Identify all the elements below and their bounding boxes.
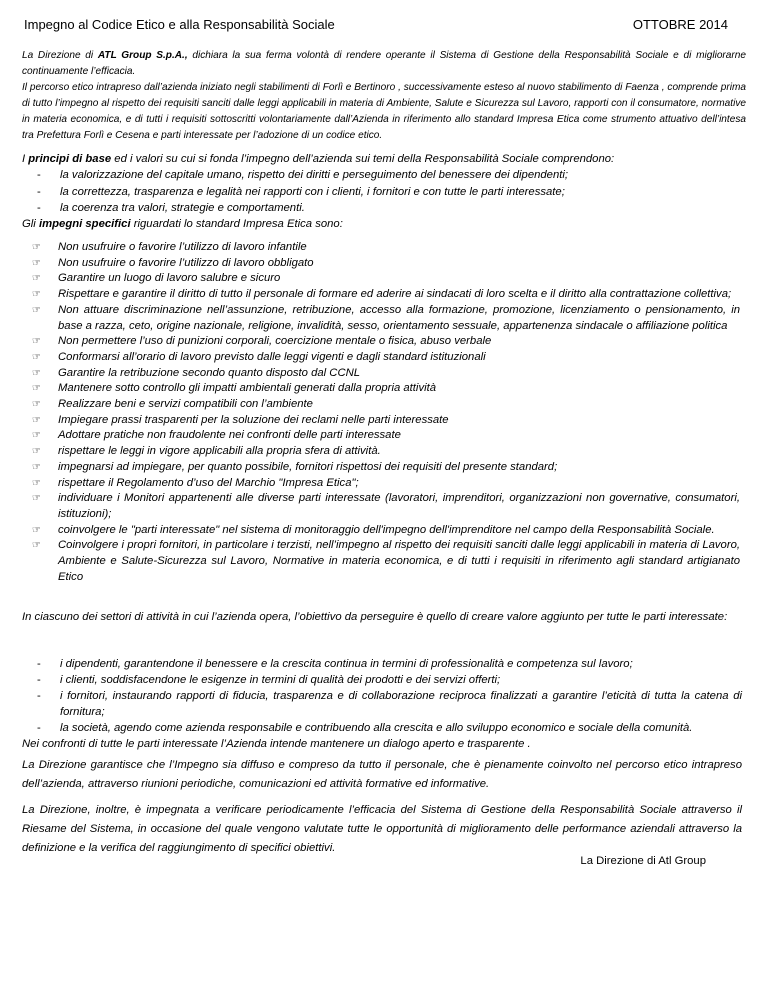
settori-paragraph: In ciascuno dei settori di attività in cui l’azienda opera, l’obiettivo da perseguire è quello di creare valore aggiunto per tutte le parti interessate: (22, 611, 728, 623)
impegno-text: Impiegare prassi trasparenti per la soluzione dei reclami nelle parti interessate (58, 413, 449, 426)
impegno-text: Non usufruire o favorire l’utilizzo di lavoro obbligato (58, 256, 314, 269)
principle-text: la correttezza, trasparenza e legalità nei rapporti con i clienti, i fornitori e con tutte le parti interessate; (60, 185, 565, 198)
pointing-hand-icon: ☞ (32, 304, 41, 316)
stakeholder-text: i dipendenti, garantendone il benessere e la crescita continua in termini di professionalità e competenza sul lavoro; (60, 658, 633, 670)
impegno-item (22, 271, 740, 287)
principle-item (22, 184, 746, 200)
impegno-text: Mantenere sotto controllo gli impatti ambientali generati dalla propria attività (58, 382, 437, 395)
dash-bullet: - (37, 689, 41, 702)
pointing-hand-icon: ☞ (32, 414, 41, 426)
impegno-item (22, 350, 740, 366)
impegno-text: Non attuare discriminazione nell’assunzione, retribuzione, accesso alla formazione, promozione, licenziamento o pensionamento, in base a razza, ceto, origine nazionale, religione, invalidità, sesso, orientamento sessuale, appartenenza sindacale o affiliazione politica (58, 303, 740, 332)
diffusione-paragraph: La Direzione garantisce che l’Impegno sia diffuso e compreso da tutto il personale, che è pienamente coinvolto nel percorso etico intrapreso dell’azienda, attraverso riunioni periodiche, comunicazioni ed attività formative ed informative. (22, 759, 742, 790)
principle-item (22, 200, 746, 216)
impegno-item (22, 287, 740, 303)
impegno-text: Adottare pratiche non fraudolente nei confronti delle parti interessate (58, 429, 401, 442)
diffusione-section (22, 756, 742, 794)
header-date: OTTOBRE 2014 (632, 17, 728, 32)
verifica-section (22, 801, 742, 858)
impegno-text: Realizzare beni e servizi compatibili con l’ambiente (58, 398, 313, 411)
impegni-lead-rest: riguardati lo standard Impresa Etica sono: (130, 218, 343, 231)
stakeholders-section (22, 657, 742, 752)
dialogo-paragraph: Nei confronti di tutte le parti interessate l’Azienda intende mantenere un dialogo aperto e trasparente . (22, 737, 531, 750)
pointing-hand-icon: ☞ (32, 273, 41, 285)
pointing-hand-icon: ☞ (32, 446, 41, 458)
impegno-text: Garantire la retribuzione secondo quanto disposto dal CCNL (58, 366, 361, 379)
stakeholder-item (22, 721, 742, 737)
company-name: ATL Group S.p.A., (97, 50, 188, 61)
impegni-lead-text: Gli (22, 218, 39, 231)
pointing-hand-icon: ☞ (32, 289, 41, 301)
pointing-hand-icon: ☞ (32, 336, 41, 348)
intro-paragraph-1 (22, 48, 746, 80)
impegni-section (22, 240, 740, 585)
pointing-hand-icon: ☞ (32, 399, 41, 411)
impegni-bold: impegni specifici (38, 218, 131, 231)
principles-bold: principi di base (28, 153, 112, 165)
impegno-text: coinvolgere le "parti interessate" nel sistema di monitoraggio dell'impegno dell'imprenditore nel campo della Responsabilità Sociale. (58, 523, 715, 536)
impegno-text: individuare i Monitori appartenenti alle diverse parti interessate (lavoratori, imprenditori, organizzazioni non governative, consumatori, istituzioni); (58, 492, 740, 520)
pointing-hand-icon: ☞ (32, 430, 41, 442)
stakeholder-item (22, 657, 742, 673)
impegno-text: rispettare il Regolamento d’uso del Marchio "Impresa Etica"; (58, 476, 359, 489)
pointing-hand-icon: ☞ (32, 367, 41, 379)
impegno-text: Conformarsi all’orario di lavoro previsto dalle leggi vigenti e dagli standard istituzionali (58, 350, 486, 363)
impegno-item (22, 240, 740, 256)
intro-paragraph-2: Il percorso etico intrapreso dall’azienda iniziato negli stabilimenti di Forlì e Bertinoro , successivamente esteso al nuovo stabilimento di Faenza , comprende prima di tutto l’impegno al rispetto dei requisiti sanciti dalle leggi applicabili in materia di Ambiente, Salute e Sicurezza sul Lavoro, rapporti con il consumatore, normative in materia economica, e di tutti i requisiti sottoscritti volontariamente dall’Azienda in riferimento allo standard Impresa Etica come strumento attuativo dell’intesa tra Prefettura Forlì e Cesena e parti interessate per l’adozione di un codice etico. (22, 81, 746, 141)
impegno-text: Coinvolgere i propri fornitori, in particolare i terzisti, nell’impegno al rispetto dei requisiti sanciti dalle leggi applicabili in materia di Lavoro, Ambiente e Salute-Sicurezza sul Lavoro, Normative in materia economica, e di tutti i requisiti in riferimento agli standard artigianato Etico (58, 539, 740, 583)
impegno-item (22, 334, 740, 350)
pointing-hand-icon: ☞ (32, 477, 41, 489)
signature: La Direzione di Atl Group (580, 855, 706, 867)
principles-section (22, 151, 746, 232)
dash-bullet: - (37, 185, 41, 198)
impegno-text: Rispettare e garantire il diritto di tutto il personale di formare ed aderire ai sindacati di loro scelta e il diritto alla contrattazione collettiva; (58, 288, 732, 301)
impegno-item (22, 413, 740, 429)
stakeholders-list (22, 657, 742, 737)
pointing-hand-icon: ☞ (32, 540, 41, 552)
impegno-text: Garantire un luogo di lavoro salubre e sicuro (58, 272, 281, 285)
impegno-item (22, 523, 740, 539)
impegno-item (22, 381, 740, 397)
pointing-hand-icon: ☞ (32, 383, 41, 395)
dash-bullet: - (37, 658, 41, 670)
impegno-text: rispettare le leggi in vigore applicabili alla propria sfera di attività. (58, 445, 381, 458)
intro-section (22, 48, 746, 143)
pointing-hand-icon: ☞ (32, 257, 41, 269)
impegno-item (22, 460, 740, 476)
verifica-paragraph: La Direzione, inoltre, è impegnata a verificare periodicamente l’efficacia del Sistema di Gestione della Responsabilità Sociale attraverso il Riesame del Sistema, in occasione del quale vengono valutate tutte le opportunità di miglioramento delle performance aziendali attraverso la definizione e la verifica del raggiungimento di specifici obiettivi. (22, 804, 742, 854)
principle-item (22, 167, 746, 183)
impegno-item (22, 366, 740, 382)
impegno-item (22, 444, 740, 460)
stakeholder-text: i clienti, soddisfacendone le esigenze in termini di qualità dei prodotti e dei servizi offerti; (60, 673, 501, 686)
header-title: Impegno al Codice Etico e alla Responsabilità Sociale (24, 17, 335, 32)
impegno-item (22, 476, 740, 492)
settori-section (22, 609, 742, 626)
impegni-list (22, 240, 740, 585)
stakeholder-item (22, 673, 742, 689)
impegno-item (22, 303, 740, 334)
principle-text: la coerenza tra valori, strategie e comportamenti. (60, 201, 305, 214)
intro-lead: La Direzione di (22, 50, 98, 61)
impegno-item (22, 256, 740, 272)
dash-bullet: - (37, 169, 41, 182)
principles-list (22, 167, 746, 216)
stakeholder-text: i fornitori, instaurando rapporti di fiducia, trasparenza e di collaborazione reciproca finalizzati a garantire l’eticità di tutta la catena di fornitura; (60, 689, 742, 718)
impegno-item (22, 428, 740, 444)
intro-rest-1: dichiara la sua ferma volontà di rendere operante il Sistema di Gestione della Responsabilità Sociale e di migliorarne continuamente l’efficacia. (22, 50, 746, 77)
pointing-hand-icon: ☞ (32, 493, 41, 505)
pointing-hand-icon: ☞ (32, 242, 41, 253)
principles-lead (22, 151, 746, 167)
principles-lead-i: I (22, 153, 29, 165)
impegno-text: Non permettere l’uso di punizioni corporali, coercizione mentale o fisica, abuso verbale (58, 335, 492, 348)
principles-lead-rest: ed i valori su cui si fonda l’impegno dell’azienda sui temi della Responsabilità Sociale comprendono: (111, 153, 615, 165)
pointing-hand-icon: ☞ (32, 351, 41, 363)
impegno-item (22, 491, 740, 522)
pointing-hand-icon: ☞ (32, 461, 41, 473)
impegno-item (22, 538, 740, 585)
pointing-hand-icon: ☞ (32, 524, 41, 536)
impegno-item (22, 397, 740, 413)
dash-bullet: - (37, 201, 41, 214)
impegno-text: impegnarsi ad impiegare, per quanto possibile, fornitori rispettosi dei requisiti del presente standard; (58, 460, 558, 473)
page-header (22, 17, 746, 35)
principle-text: la valorizzazione del capitale umano, rispetto dei diritti e perseguimento del benessere dei dipendenti; (60, 169, 569, 182)
dash-bullet: - (37, 721, 41, 734)
impegni-lead (22, 216, 746, 232)
impegno-text: Non usufruire o favorire l’utilizzo di lavoro infantile (58, 241, 307, 253)
stakeholder-text: la società, agendo come azienda responsabile e contribuendo alla crescita e allo sviluppo economico e sociale della comunità. (60, 721, 693, 734)
stakeholder-item (22, 689, 742, 721)
dash-bullet: - (37, 673, 41, 686)
